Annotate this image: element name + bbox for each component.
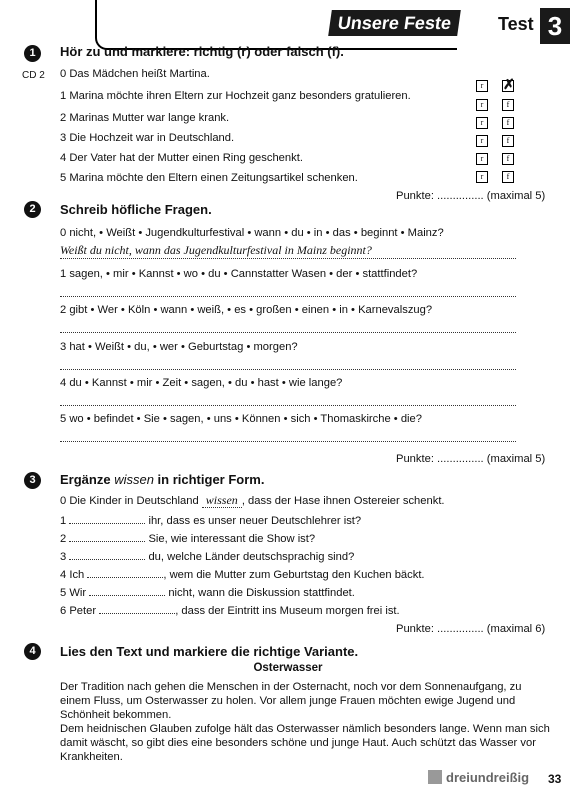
test-number: 3 <box>540 8 570 44</box>
task2-item-4: 4 du • Kannst • mir • Zeit • sagen, • du • hast • wie lange? <box>60 377 343 389</box>
page-number: 33 <box>548 772 562 786</box>
task2-item-2: 2 gibt • Wer • Köln • wann • weiß, • es • großen • einen • in • Karnevalszug? <box>60 304 433 316</box>
blank-input-4[interactable] <box>87 567 163 578</box>
check-mark-icon: ✗ <box>503 78 515 93</box>
task2-example-answer: Weißt du nicht, wann das Jugendkulturfestival in Mainz beginnt? <box>60 243 372 257</box>
checkbox-f-5[interactable]: f <box>502 171 514 183</box>
task3-title: Ergänze wissen in richtiger Form. <box>60 472 265 487</box>
task3-item-5: 5 Wir nicht, wann die Diskussion stattfindet. <box>60 587 355 599</box>
text-paragraph-2: Dem heidnischen Glauben zufolge hält das Osterwasser nämlich besonders lange. Wenn man sich damit wäscht, so gibt dies eine besonders schöne und junge Haut. Auch schützt das Wasser vor Krankheiten. <box>60 723 550 763</box>
task1-title: Hör zu und markiere: richtig (r) oder falsch (f). <box>60 44 344 59</box>
checkbox-r-3[interactable]: r <box>476 135 488 147</box>
task3-example: 0 Die Kinder in Deutschland wissen , dass der Hase ihnen Ostereier schenkt. <box>60 493 445 507</box>
text-subtitle: Osterwasser <box>253 662 323 674</box>
task3-item-6: 6 Peter , dass der Eintritt ins Museum morgen frei ist. <box>60 605 400 617</box>
task3-item-4: 4 Ich , wem die Mutter zum Geburtstag den Kuchen bäckt. <box>60 569 425 581</box>
task1-item-1: 1 Marina möchte ihren Eltern zur Hochzeit ganz besonders gratulieren. <box>60 90 411 102</box>
checkbox-f-2[interactable]: f <box>502 117 514 129</box>
checkbox-f-1[interactable]: f <box>502 99 514 111</box>
task3-item-1: 1 ihr, dass es unser neuer Deutschlehrer ist? <box>60 515 362 527</box>
cd-track-label: CD 2 <box>22 70 45 81</box>
page-number-words: dreiundreißig <box>446 770 530 785</box>
blank-input-3[interactable] <box>69 549 145 560</box>
blank-input-6[interactable] <box>99 603 175 614</box>
checkbox-f-4[interactable]: f <box>502 153 514 165</box>
task3-item-2: 2 Sie, wie interessant die Show ist? <box>60 533 316 545</box>
answer-line-5[interactable] <box>60 441 516 442</box>
task3-item-3: 3 du, welche Länder deutschsprachig sind? <box>60 551 355 563</box>
task2-item-1: 1 sagen, • mir • Kannst • wo • du • Cannstatter Wasen • der • stattfindet? <box>60 268 418 280</box>
publisher-logo-icon <box>428 770 442 784</box>
task2-title: Schreib höfliche Fragen. <box>60 202 212 217</box>
task1-item-5: 5 Marina möchte den Eltern einen Zeitungsartikel schenken. <box>60 172 358 184</box>
checkbox-r-0[interactable]: r <box>476 80 488 92</box>
task2-points: Punkte: ............... (maximal 5) <box>396 453 546 465</box>
task3-badge: 3 <box>24 472 41 489</box>
task4-badge: 4 <box>24 643 41 660</box>
answer-line-3[interactable] <box>60 369 516 370</box>
blank-input-1[interactable] <box>69 513 145 524</box>
test-label: Test <box>498 14 534 34</box>
text-paragraph-1: Der Tradition nach gehen die Menschen in der Osternacht, noch vor dem Sonnenaufgang, zu einem Fluss, um Osterwasser zu holen. Vor allem junge Frauen möchten ewige Jugend und Schönheit bekommen. <box>60 681 522 721</box>
task2-badge: 2 <box>24 201 41 218</box>
task3-points: Punkte: ............... (maximal 6) <box>396 623 546 635</box>
task1-points: Punkte: ............... (maximal 5) <box>396 190 546 202</box>
checkbox-r-1[interactable]: r <box>476 99 488 111</box>
checkbox-r-5[interactable]: r <box>476 171 488 183</box>
answer-line-4[interactable] <box>60 405 516 406</box>
checkbox-f-3[interactable]: f <box>502 135 514 147</box>
answer-line-0 <box>60 258 516 259</box>
blank-input-5[interactable] <box>89 585 165 596</box>
blank-input-2[interactable] <box>69 531 145 542</box>
task2-item-5: 5 wo • befindet • Sie • sagen, • uns • Können • sich • Thomaskirche • die? <box>60 413 422 425</box>
checkbox-r-4[interactable]: r <box>476 153 488 165</box>
answer-line-1[interactable] <box>60 296 516 297</box>
task4-title: Lies den Text und markiere die richtige Variante. <box>60 644 359 659</box>
task1-item-4: 4 Der Vater hat der Mutter einen Ring geschenkt. <box>60 152 303 164</box>
task2-item-0: 0 nicht, • Weißt • Jugendkulturfestival • wann • du • in • das • beginnt • Mainz? <box>60 227 444 239</box>
unit-title: Unsere Feste <box>328 10 461 36</box>
checkbox-r-2[interactable]: r <box>476 117 488 129</box>
checkbox-f-0[interactable] <box>502 80 514 92</box>
task1-item-2: 2 Marinas Mutter war lange krank. <box>60 112 230 124</box>
task1-badge: 1 <box>24 45 41 62</box>
task2-item-3: 3 hat • Weißt • du, • wer • Geburtstag • morgen? <box>60 341 298 353</box>
task1-item-3: 3 Die Hochzeit war in Deutschland. <box>60 132 235 144</box>
answer-line-2[interactable] <box>60 332 516 333</box>
task1-item-0: 0 Das Mädchen heißt Martina. <box>60 68 210 80</box>
